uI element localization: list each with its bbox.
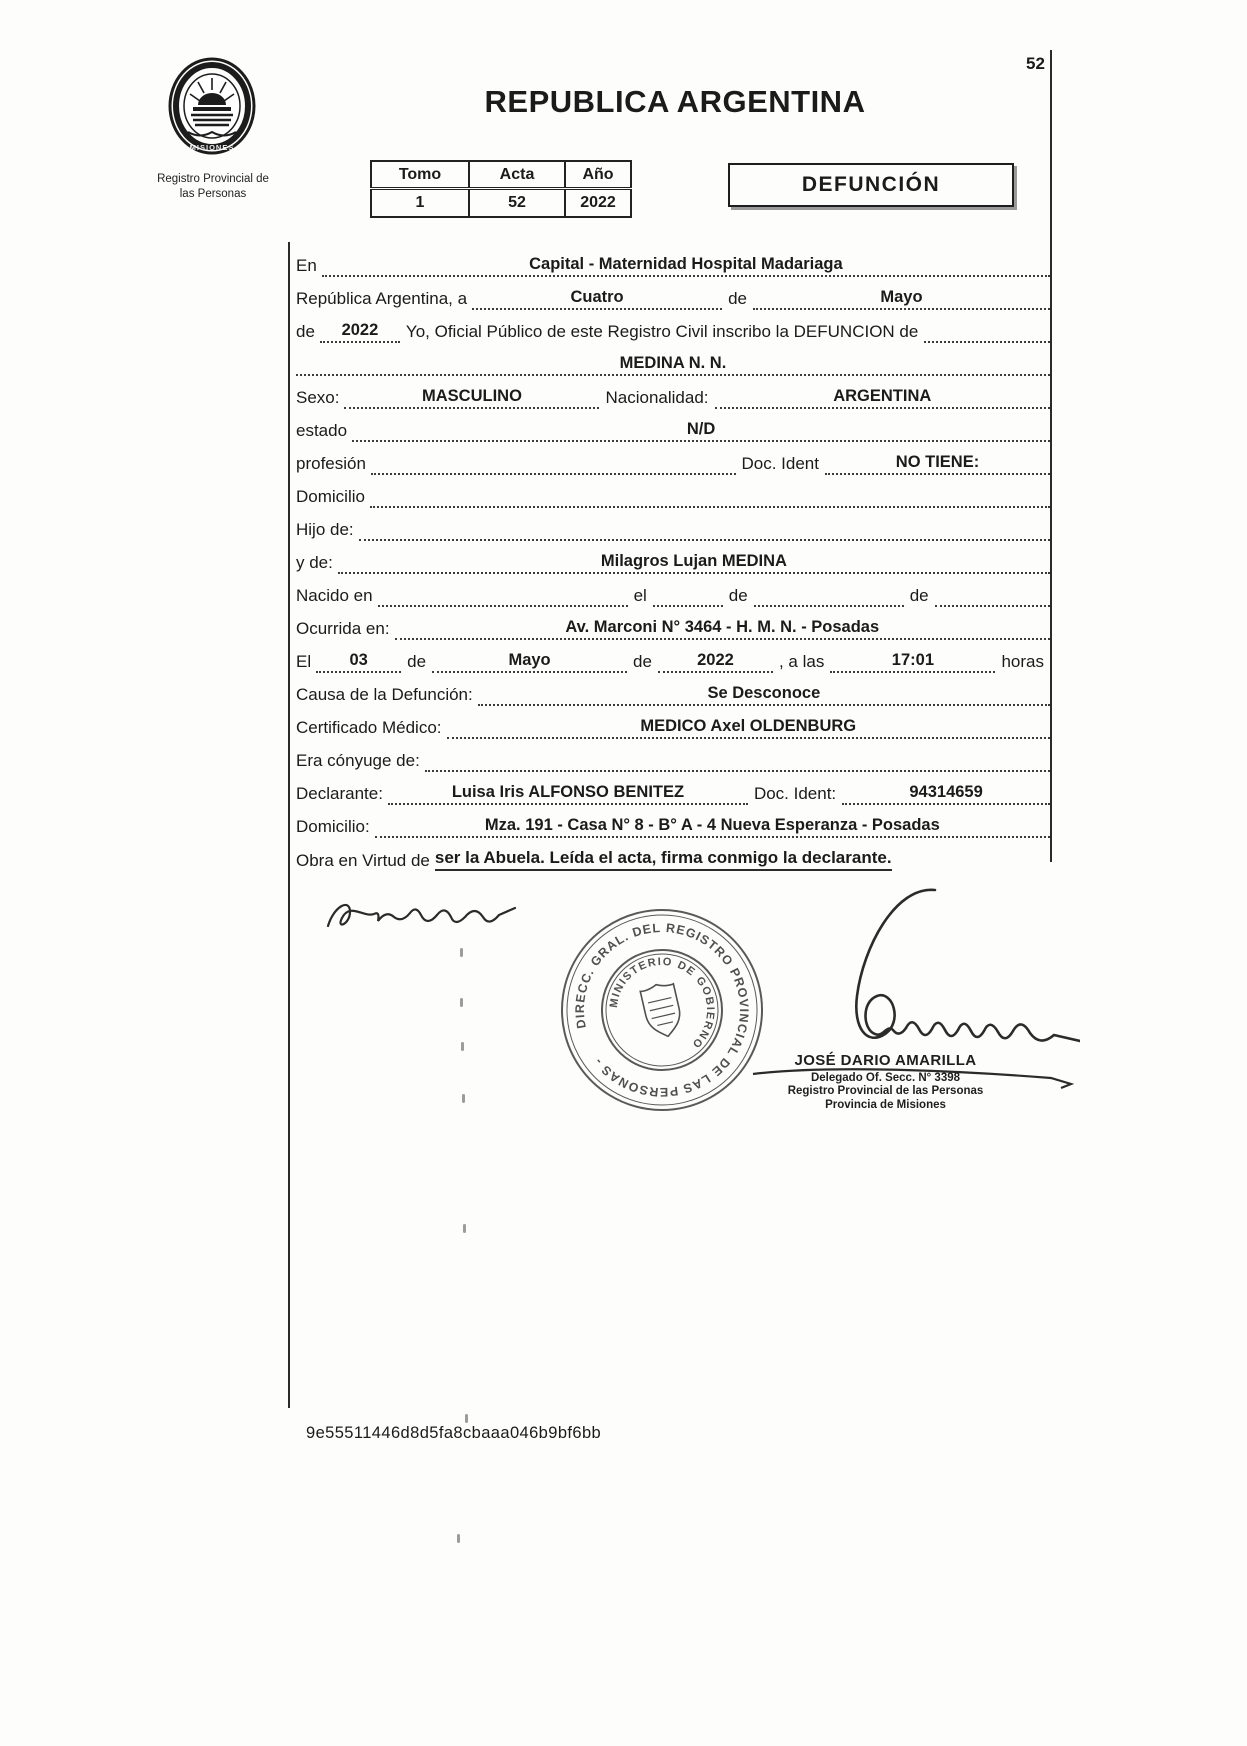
left-margin-rule — [288, 242, 290, 1408]
right-margin-rule — [1050, 50, 1052, 862]
official-province: Provincia de Misiones — [825, 1099, 946, 1111]
label-el-dia: El — [296, 652, 312, 671]
value-death-day: 03 — [316, 651, 401, 673]
logo-caption-line2: las Personas — [179, 187, 247, 200]
row-date-words — [296, 277, 1050, 310]
value-deceased-name: MEDINA N. N. — [296, 354, 1050, 376]
value-doc-ident: NO TIENE: — [825, 453, 1050, 475]
col-header-acta: Acta — [469, 161, 565, 189]
value-year: 2022 — [320, 321, 400, 343]
value-mother-name: Milagros Lujan MEDINA — [338, 552, 1050, 574]
page-number: 52 — [1026, 54, 1045, 73]
value-death-time: 17:01 — [830, 651, 995, 673]
row-mother — [296, 541, 1050, 574]
label-a-las: , a las — [778, 652, 825, 671]
row-causa — [296, 673, 1050, 706]
value-declarante-doc: 94314659 — [842, 783, 1050, 805]
logo-bottom-text: MISIONES — [189, 143, 235, 152]
document-title: REPUBLICA ARGENTINA — [484, 84, 866, 119]
scan-artifact — [463, 1224, 466, 1233]
row-declarante — [296, 772, 1050, 805]
record-table — [370, 160, 632, 218]
stamp-crest-icon — [640, 981, 685, 1040]
row-death-datetime — [296, 640, 1050, 673]
value-certificado: MEDICO Axel OLDENBURG — [447, 717, 1050, 739]
scan-artifact — [461, 1042, 464, 1051]
record-table-value-row — [371, 189, 631, 218]
label-de: de — [728, 586, 748, 605]
scan-artifact — [462, 1094, 465, 1103]
label-causa: Causa de la Defunción: — [296, 685, 473, 704]
scan-artifact — [465, 1414, 468, 1423]
official-stamp-text-block — [758, 1052, 1013, 1111]
label-y-de: y de: — [296, 553, 333, 572]
record-table-header-row — [371, 161, 631, 189]
official-title: Delegado Of. Secc. N° 3398 — [810, 1072, 961, 1084]
value-declarante: Luisa Iris ALFONSO BENITEZ — [388, 783, 748, 805]
value-place: Capital - Maternidad Hospital Madariaga — [322, 255, 1050, 277]
label-de: de — [407, 652, 427, 671]
svg-text:DIRECC. GRAL. DEL REGISTRO PRO — [555, 903, 769, 1117]
act-type-box: DEFUNCIÓN — [728, 163, 1014, 207]
row-conyuge — [296, 739, 1050, 772]
scan-artifact — [460, 998, 463, 1007]
label-certificado: Certificado Médico: — [296, 718, 442, 737]
label-declarante-domicilio: Domicilio: — [296, 817, 370, 836]
value-day-word: Cuatro — [472, 288, 722, 310]
label-de: de — [728, 289, 747, 308]
declarant-signature — [320, 888, 535, 943]
label-sexo: Sexo: — [296, 388, 340, 407]
value-acta: 52 — [469, 189, 565, 218]
label-hijo-de: Hijo de: — [296, 520, 354, 539]
row-ocurrida — [296, 607, 1050, 640]
value-death-month: Mayo — [432, 651, 627, 673]
value-declarante-domicilio: Mza. 191 - Casa N° 8 - B° A - 4 Nueva Esperanza - Posadas — [375, 816, 1050, 838]
value-ano: 2022 — [565, 189, 631, 218]
stamp-inner-text: MINISTERIO DE GOBIERNO — [607, 955, 717, 1051]
label-estado: estado — [296, 421, 348, 440]
col-header-ano: Año — [565, 161, 631, 189]
label-en: En — [296, 256, 317, 275]
label-nacionalidad: Nacionalidad: — [605, 388, 709, 407]
logo-caption-line1: Registro Provincial de — [157, 173, 269, 185]
death-certificate-form — [296, 244, 1050, 871]
label-profesion: profesión — [296, 454, 366, 473]
row-certificado — [296, 706, 1050, 739]
col-header-tomo: Tomo — [371, 161, 469, 189]
label-horas: horas — [1001, 652, 1044, 671]
scan-artifact — [460, 948, 463, 957]
scan-artifact — [457, 1534, 460, 1543]
row-domicilio — [296, 475, 1050, 508]
value-nacionalidad: ARGENTINA — [715, 387, 1051, 409]
official-name: JOSÉ DARIO AMARILLA — [794, 1052, 977, 1069]
row-sex-nationality — [296, 376, 1050, 409]
label-de: de — [296, 322, 315, 341]
value-tomo: 1 — [371, 189, 469, 218]
label-domicilio: Domicilio — [296, 487, 365, 506]
label-de: de — [633, 652, 652, 671]
label-oficial-sentence: Yo, Oficial Público de este Registro Civil inscribo la DEFUNCION de — [405, 322, 919, 341]
value-obra-statement: ser la Abuela. Leída el acta, firma conmigo la declarante. — [435, 848, 892, 871]
label-declarante: Declarante: — [296, 784, 383, 803]
label-el: el — [633, 586, 647, 605]
logo-caption — [138, 172, 288, 202]
row-place — [296, 244, 1050, 277]
row-year-oficial — [296, 310, 1050, 343]
municipal-seal-logo — [166, 56, 258, 160]
value-estado: N/D — [352, 420, 1050, 442]
row-estado — [296, 409, 1050, 442]
row-obra-en-virtud — [296, 838, 1050, 871]
value-death-year: 2022 — [658, 651, 773, 673]
row-nacido — [296, 574, 1050, 607]
label-de: de — [909, 586, 929, 605]
label-doc-ident: Doc. Ident — [741, 454, 819, 473]
label-ocurrida: Ocurrida en: — [296, 619, 390, 638]
label-conyuge: Era cónyuge de: — [296, 751, 420, 770]
value-causa: Se Desconoce — [478, 684, 1050, 706]
row-hijo-de — [296, 508, 1050, 541]
label-republica: República Argentina, a — [296, 289, 468, 308]
official-org: Registro Provincial de las Personas — [787, 1085, 984, 1097]
label-obra-prefix: Obra en Virtud de — [296, 851, 430, 870]
value-month-word: Mayo — [753, 288, 1050, 310]
row-deceased-name — [296, 343, 1050, 376]
label-nacido-en: Nacido en — [296, 586, 373, 605]
row-profesion-doc — [296, 442, 1050, 475]
stamp-outer-text: DIRECC. GRAL. DEL REGISTRO PROVINCIAL DE LAS PERSONAS - — [572, 920, 752, 1100]
row-declarante-domicilio — [296, 805, 1050, 838]
label-declarante-doc: Doc. Ident: — [753, 784, 837, 803]
value-ocurrida: Av. Marconi N° 3464 - H. M. N. - Posadas — [395, 618, 1050, 640]
value-sexo: MASCULINO — [344, 387, 599, 409]
verification-hash: 9e55511446d8d5fa8cbaaa046b9bf6bb — [306, 1424, 602, 1442]
